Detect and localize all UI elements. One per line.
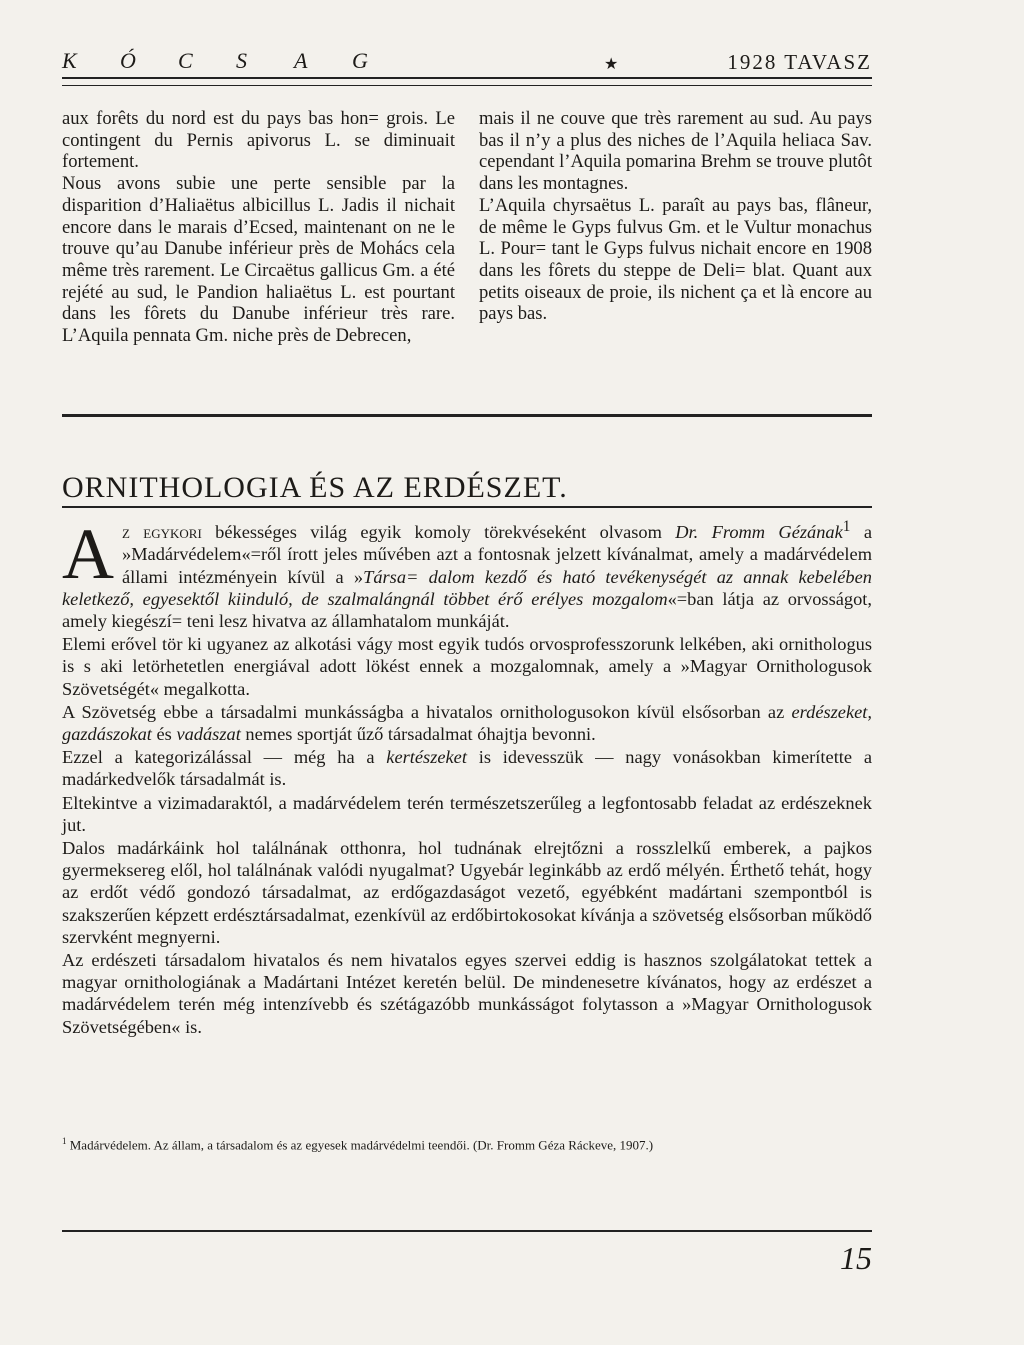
footnote-ref: 1 xyxy=(842,518,851,535)
star-icon: ★ xyxy=(604,56,619,73)
section-divider xyxy=(62,414,872,417)
footer-rule xyxy=(62,1230,872,1232)
french-column-right xyxy=(479,108,872,347)
italic-term: erdészeket, gazdászokat xyxy=(62,701,872,744)
paragraph: Az erdészeti társadalom hivatalos és nem hivatalos egyes szervei eddig is hasznos szolgálatokat tettek a magyar ornithologiának a Madártani Intézet keretén belül. De mindenesetre kívánatos, hogy az erdészet a madárvédelem terén még intenzívebb és szétágazóbb munkásságot folytasson a »Magyar Ornithologusok Szövetségében« is. xyxy=(62,949,872,1037)
paragraph: mais il ne couve que très rarement au sud. Au pays bas il n’y a plus des niches de l’Aquila heliaca Sav. cependant l’Aquila pomarina Brehm se trouve plutôt dans les montagnes. xyxy=(479,108,872,195)
lead-words: z egykori xyxy=(122,522,202,543)
footnote-text: Madárvédelem. Az állam, a társadalom és az egyesek madárvédelmi teendői. (Dr. Fromm Géza Ráckeve, 1907.) xyxy=(69,1137,654,1153)
journal-title xyxy=(62,48,410,74)
author-name: Dr. Fromm Gézának xyxy=(675,522,843,543)
running-header xyxy=(62,44,872,76)
footnote-mark: 1 xyxy=(62,1136,67,1146)
header-letter: K xyxy=(62,48,78,73)
paragraph: aux forêts du nord est du pays bas hon= grois. Le contingent du Pernis apivorus L. se diminuait fortement. xyxy=(62,108,455,173)
italic-term: kertészeket xyxy=(386,747,467,768)
paragraph: L’Aquila chyrsaëtus L. paraît au pays bas, flâneur, de même le Gyps fulvus Gm. et le Vultur monachus L. Pour= tant le Gyps fulvus nichait encore en 1908 dans les fôrets du steppe de Deli= blat. Quant aux petits oiseaux de proie, ils nichent ça et là encore au pays bas. xyxy=(479,194,872,325)
text-run: is idevesszük — nagy vonásokban kimerítette a madárkedvelők társadalmát is. xyxy=(62,747,872,790)
text-run: békességes világ egyik komoly törekvéseként olvasom xyxy=(201,522,676,543)
text-run: a »Madárvédelem«=ről írott jeles művében azt a fontosnak jelzett kívánalmat, amely a madárvédelem állami intézményein kívül a » xyxy=(122,522,872,587)
text-run: Ezzel a kategorizálással — még ha a xyxy=(62,747,387,768)
issue-date: 1928 TAVASZ xyxy=(727,50,872,74)
header-letter: G xyxy=(352,48,369,73)
italic-term: vadászat xyxy=(176,723,241,744)
paragraph: Nous avons subie une perte sensible par la disparition d’Haliaëtus albicillus L. Jadis il nichait encore dans le marais d’Ecsed, maintenant on ne le trouve qu’au Danube inférieur près de Mohács cela même très rarement. Le Circaëtus gallicus Gm. a été rejété au sud, le Pandion haliaëtus L. est pourtant dans les fôrets du Danube inférieur très rare. L’Aquila pennata Gm. niche près de Debrecen, xyxy=(62,173,455,347)
header-rule xyxy=(62,77,872,86)
page-number: 15 xyxy=(840,1240,872,1276)
paragraph: Eltekintve a vizimadaraktól, a madárvédelem terén természetszerűleg a legfontosabb feladat az erdészeknek jut. xyxy=(62,792,872,835)
french-column-left xyxy=(62,108,455,347)
header-letter: S xyxy=(236,48,248,73)
drop-cap: A xyxy=(62,514,114,594)
article-title: ORNITHOLOGIA ÉS AZ ERDÉSZET. xyxy=(62,471,568,504)
text-run: A Szövetség ebbe a társadalmi munkásságba a hivatalos ornithologusokon kívül elsősorban az xyxy=(62,701,792,722)
text-run: nemes sportját űző társadalmat óhajtja bevonni. xyxy=(240,723,596,744)
paragraph xyxy=(62,746,872,790)
header-letter: Ó xyxy=(120,48,137,73)
page xyxy=(62,44,872,1314)
header-letter: C xyxy=(178,48,194,73)
header-letter: A xyxy=(294,48,309,73)
italic-quote: Társa= dalom kezdő és ható tevékenységét az annak kebelében keletkező, egyesektől kiinduló, de szalmalángnál többet érő erélyes mozgalom xyxy=(62,566,872,609)
paragraph xyxy=(62,701,872,745)
french-summary xyxy=(62,108,872,347)
paragraph: Dalos madárkáink hol találnának otthonra, hol tudnának elrejtőzni a rosszlelkű emberek, a pajkos gyermeksereg elől, hol találnának valódi nyugalmat? Ugyebár leginkább az erdő mélyén. Érthető tehát, hogy az erdőt védő gondozó társadalmat, az erdőgazdaságot vezető, egyébként madártani szempontból is szakszerűen képzett erdésztársadalmat, ezenkívül az erdőbirtokosokat kívánja a szövetség elsősorban működő szervként megnyerni. xyxy=(62,837,872,947)
paragraph: Elemi erővel tör ki ugyanez az alkotási vágy most egyik tudós orvosprofesszorunk lelkében, aki ornithologus is s aki letörhetetlen energiával adott lökést ennek a mozgalomnak, amely a »Magyar Ornithologusok Szövetségét« megalkotta. xyxy=(62,634,872,699)
text-run: és xyxy=(151,723,177,744)
text-run: «=ban látja az orvosságot, amely kiegészí= teni lesz hivatva az államhatalom munkáját. xyxy=(62,588,872,631)
footnote xyxy=(62,1136,872,1153)
paragraph xyxy=(62,516,872,632)
title-rule xyxy=(62,506,872,508)
article-body xyxy=(62,516,872,1038)
